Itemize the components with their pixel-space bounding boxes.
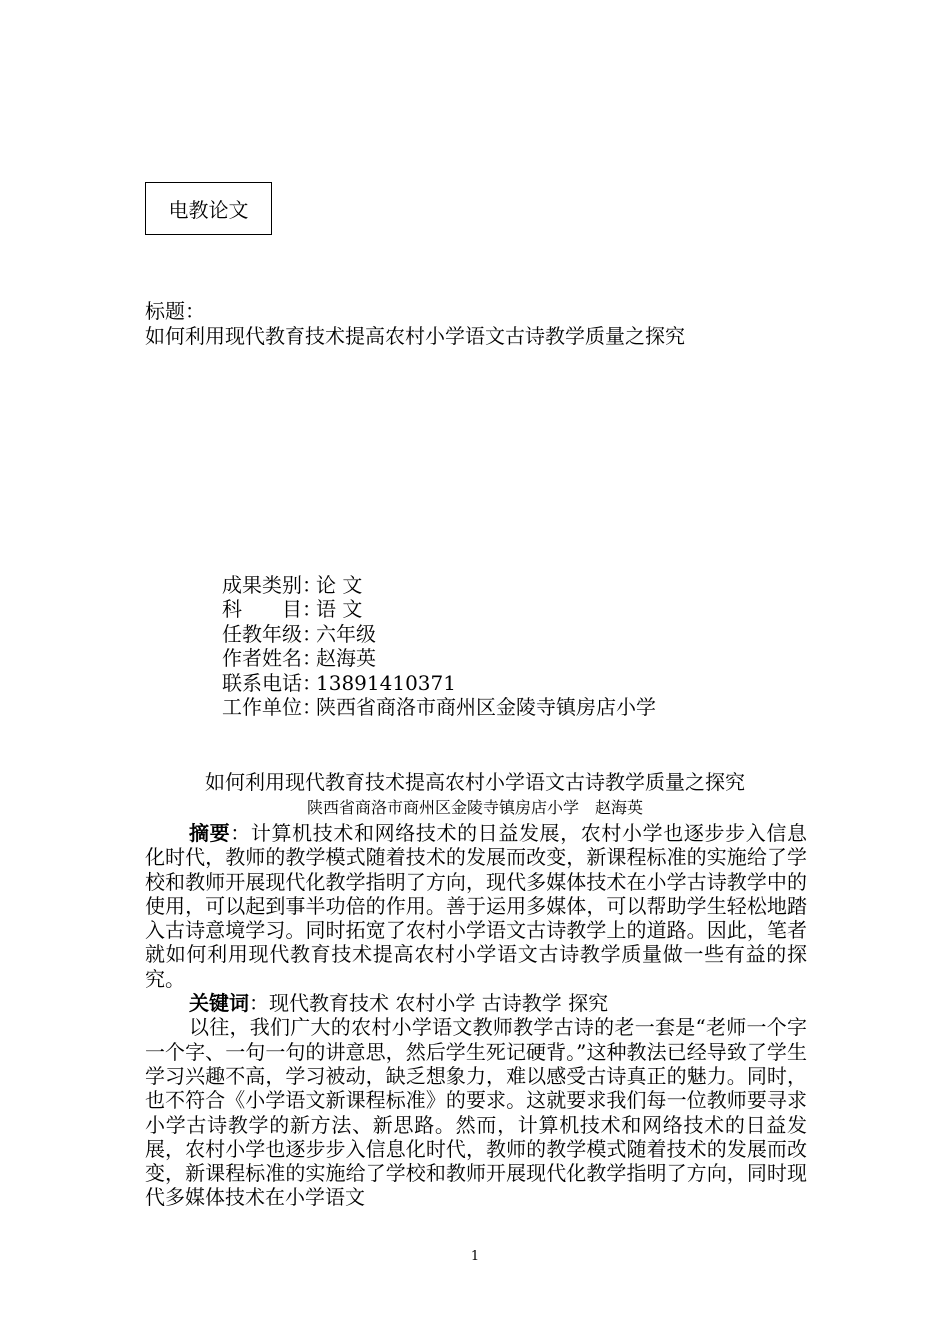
info-key: 科 目： [222, 597, 322, 622]
article-body [145, 821, 807, 1210]
info-value: 语 文 [316, 597, 363, 622]
info-row-category [222, 573, 656, 597]
category-label: 电教论文 [168, 198, 249, 222]
info-value: 陕西省商洛市商州区金陵寺镇房店小学 [316, 694, 656, 719]
info-row-workplace [222, 695, 656, 719]
body-paragraph: 以往，我们广大的农村小学语文教师教学古诗的老一套是“老师一个字一个字、一句一句的讲意思，然后学生死记硬背。”这种教法已经导致了学生学习兴趣不高，学习被动，缺乏想象力，难以感受古诗真正的魅力。同时，也不符合《小学语文新课程标准》的要求。这就要求我们每一位教师要寻求小学古诗教学的新方法、新思路。然而，计算机技术和网络技术的日益发展，农村小学也逐步步入信息化时代，教师的教学模式随着技术的发展而改变，新课程标准的实施给了学校和教师开展现代化教学指明了方向，同时现代多媒体技术在小学语文 [145, 1015, 807, 1210]
info-row-grade [222, 622, 656, 646]
info-row-author [222, 646, 656, 670]
article-author: 陕西省商洛市商州区金陵寺镇房店小学 赵海英 [306, 798, 643, 817]
info-key: 任教年级： [222, 621, 322, 646]
keywords-text: ：现代教育技术 农村小学 古诗教学 探究 [249, 991, 609, 1016]
info-value: 论 文 [316, 573, 363, 597]
info-key: 联系电话： [222, 670, 322, 695]
info-block [222, 573, 656, 719]
title-label: 标题： [145, 299, 205, 323]
info-key: 成果类别： [222, 573, 322, 597]
page-number: 1 [470, 1249, 480, 1264]
category-box [145, 182, 272, 235]
article-title: 如何利用现代教育技术提高农村小学语文古诗教学质量之探究 [205, 770, 745, 794]
info-row-phone [222, 671, 656, 695]
abstract-text: ：计算机技术和网络技术的日益发展，农村小学也逐步步入信息化时代，教师的教学模式随着技术的发展而改变，新课程标准的实施给了学校和教师开展现代化教学指明了方向，现代多媒体技术在小学古诗教学中的使用，可以起到事半功倍的作用。善于运用多媒体，可以帮助学生轻松地踏入古诗意境学习。同时拓宽了农村小学语文古诗教学上的道路。因此，笔者就如何利用现代教育技术提高农村小学语文古诗教学质量做一些有益的探究。 [145, 821, 808, 991]
info-row-subject [222, 597, 656, 621]
keywords-label: 关键词 [189, 991, 249, 1016]
info-value: 六年级 [316, 621, 376, 646]
info-value: 13891410371 [316, 670, 456, 695]
abstract-label: 摘要 [189, 821, 231, 845]
paper-title: 如何利用现代教育技术提高农村小学语文古诗教学质量之探究 [145, 324, 685, 348]
info-key: 作者姓名： [222, 646, 322, 671]
abstract-paragraph [145, 821, 807, 991]
keywords-paragraph [145, 991, 807, 1015]
info-key: 工作单位： [222, 694, 322, 719]
info-value: 赵海英 [316, 646, 376, 671]
